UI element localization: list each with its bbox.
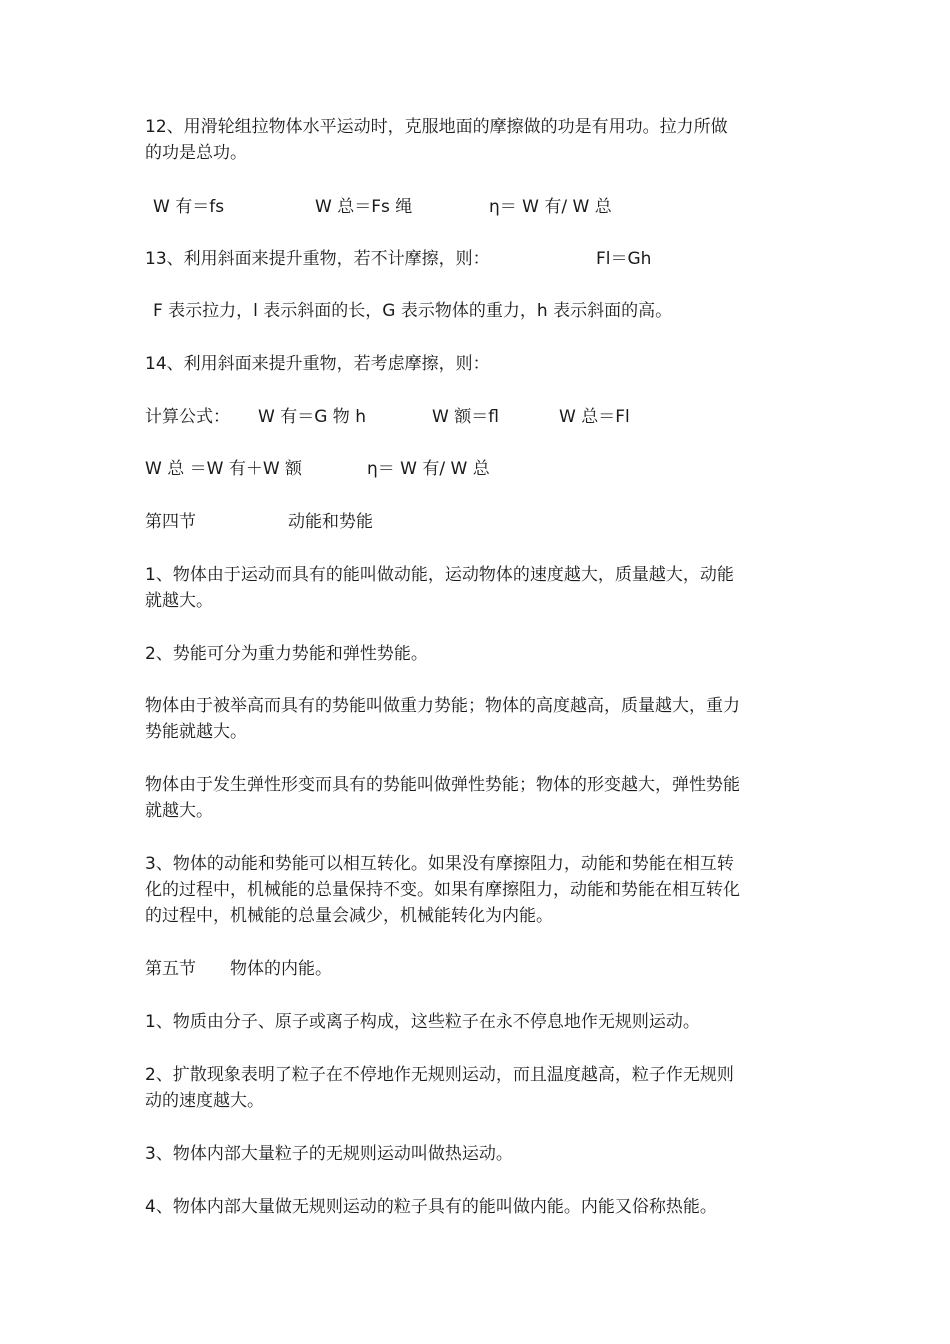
section-title: 物体的内能。	[230, 959, 332, 979]
formula-incline: Fl＝Gh	[596, 249, 652, 269]
formula-total: W 总＝Fl	[559, 407, 630, 427]
formula-useful-work: W 有＝fs	[153, 197, 225, 217]
paragraph-line: 4、物体内部大量做无规则运动的粒子具有的能叫做内能。内能又俗称热能。	[145, 1197, 717, 1217]
paragraph-line: 就越大。	[145, 801, 213, 821]
paragraph-line: 物体由于发生弹性形变而具有的势能叫做弹性势能；物体的形变越大，弹性势能	[145, 775, 740, 795]
paragraph-line: 2、势能可分为重力势能和弹性势能。	[145, 644, 428, 664]
paragraph-line: 3、物体内部大量粒子的无规则运动叫做热运动。	[145, 1144, 513, 1164]
paragraph-line: 的过程中，机械能的总量会减少，机械能转化为内能。	[145, 906, 553, 926]
paragraph-line: 14、利用斜面来提升重物，若考虑摩擦，则：	[145, 354, 490, 374]
section-number: 第五节	[145, 959, 196, 979]
paragraph-line: 物体由于被举高而具有的势能叫做重力势能；物体的高度越高，质量越大，重力	[145, 696, 740, 716]
section-number: 第四节	[145, 512, 196, 532]
paragraph-line: 13、利用斜面来提升重物，若不计摩擦，则：	[145, 249, 490, 269]
paragraph-line: 动的速度越大。	[145, 1091, 264, 1111]
paragraph-line: 的功是总功。	[145, 143, 247, 163]
section-title: 动能和势能	[288, 512, 373, 532]
paragraph-line: 3、物体的动能和势能可以相互转化。如果没有摩擦阻力，动能和势能在相互转	[145, 854, 734, 874]
formula-efficiency: η＝ W 有/ W 总	[367, 459, 490, 479]
paragraph-line: 就越大。	[145, 591, 213, 611]
paragraph-line: F 表示拉力，l 表示斜面的长，G 表示物体的重力，h 表示斜面的高。	[153, 301, 673, 321]
paragraph-line: 化的过程中，机械能的总量保持不变。如果有摩擦阻力，动能和势能在相互转化	[145, 880, 740, 900]
paragraph-line: 势能就越大。	[145, 722, 247, 742]
formula-useful: W 有＝G 物 h	[258, 407, 366, 427]
paragraph-line: 12、用滑轮组拉物体水平运动时，克服地面的摩擦做的功是有用功。拉力所做	[145, 117, 728, 137]
formula-total-work: W 总＝Fs 绳	[315, 197, 413, 217]
formula-total-sum: W 总 ＝W 有＋W 额	[145, 459, 303, 479]
paragraph-line: 2、扩散现象表明了粒子在不停地作无规则运动，而且温度越高，粒子作无规则	[145, 1065, 734, 1085]
formula-extra: W 额＝fl	[432, 407, 499, 427]
paragraph-line: 1、物体由于运动而具有的能叫做动能，运动物体的速度越大，质量越大，动能	[145, 565, 734, 585]
formula-efficiency: η＝ W 有/ W 总	[489, 197, 612, 217]
paragraph-line: 1、物质由分子、原子或离子构成，这些粒子在永不停息地作无规则运动。	[145, 1012, 700, 1032]
calc-label: 计算公式：	[145, 407, 230, 427]
